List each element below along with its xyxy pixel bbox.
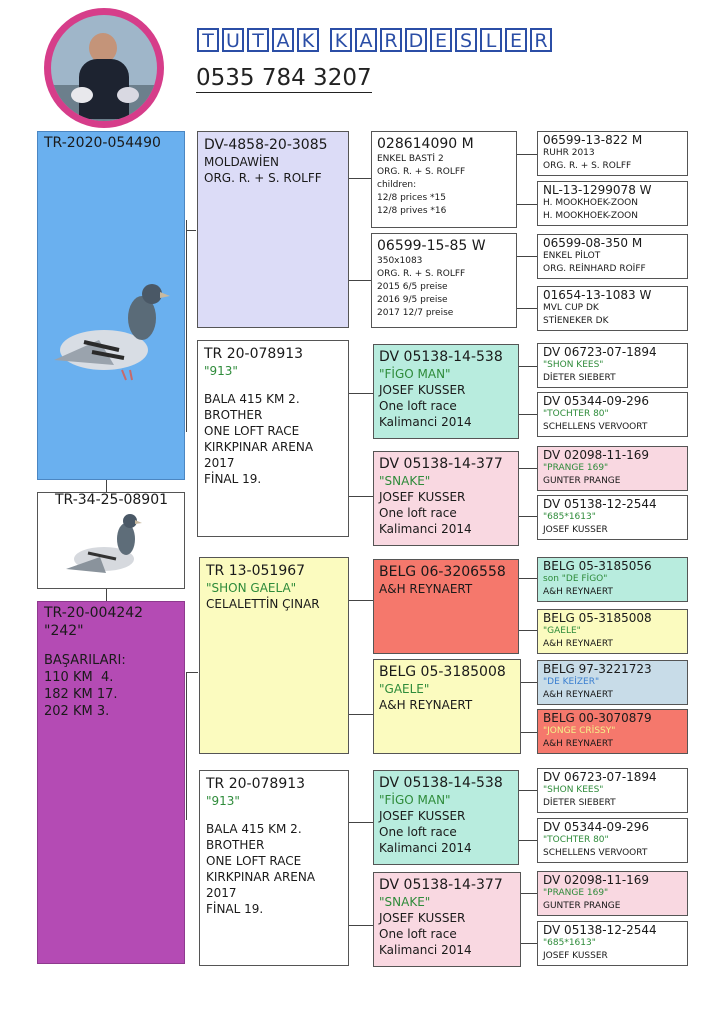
achievement-2: 182 KM 17. — [44, 687, 118, 702]
info-line: One loft race — [379, 825, 457, 839]
info-line: ORG. R. + S. ROLFF — [543, 161, 632, 171]
pigeon-photo — [44, 270, 174, 400]
info-line: Kalimanci 2014 — [379, 943, 472, 957]
pigeon-photo — [60, 507, 150, 587]
info-line: JOSEF KUSSER — [379, 809, 466, 823]
info-line: BALA 415 KM 2. — [206, 822, 302, 836]
ancestor-card[interactable] — [373, 559, 519, 654]
pigeon-name: "JONGE CRİSSY" — [543, 726, 616, 736]
ring-number: TR 20-078913 — [204, 346, 304, 362]
pigeon-name: "913" — [204, 364, 238, 378]
ancestor-card[interactable] — [537, 768, 688, 813]
owner: DİETER SIEBERT — [543, 798, 616, 808]
ring-number: 01654-13-1083 W — [543, 288, 652, 302]
achievement-1: 110 KM 4. — [44, 670, 114, 685]
ring-number: BELG 06-3206558 — [379, 564, 506, 580]
ring-number: DV 05138-14-538 — [379, 775, 503, 791]
info-line: MVL CUP DK — [543, 303, 599, 313]
info-line: 350x1083 — [377, 256, 423, 266]
pigeon-name: "913" — [206, 794, 240, 808]
info-line: ONE LOFT RACE — [206, 854, 302, 868]
info-line: H. MOOKHOEK-ZOON — [543, 198, 638, 208]
ancestor-card[interactable] — [537, 392, 688, 437]
info-line: KIRKPINAR ARENA — [206, 870, 316, 884]
pigeon-name: "SNAKE" — [379, 474, 431, 488]
info-line: children: — [377, 180, 417, 190]
ancestor-card[interactable] — [373, 344, 519, 439]
info-line: 2016 9/5 preise — [377, 295, 448, 305]
pigeon-name: "685*1613" — [543, 512, 596, 522]
ring-number: TR 20-078913 — [206, 776, 306, 792]
ancestor-card[interactable] — [537, 871, 688, 916]
ancestor-card[interactable] — [537, 660, 688, 705]
ring-number: 06599-13-822 M — [543, 133, 643, 147]
logo-photo — [51, 15, 157, 121]
ring-number: TR 13-051967 — [206, 563, 306, 579]
ring-number: DV 05138-12-2544 — [543, 497, 657, 511]
name-letter: K — [330, 28, 352, 52]
name-letter: T — [197, 28, 219, 52]
dam-dam-card[interactable] — [199, 770, 349, 966]
ring-number: 06599-08-350 M — [543, 236, 643, 250]
owner: GUNTER PRANGE — [543, 476, 621, 486]
ancestor-card[interactable] — [371, 233, 517, 328]
mother-name: "242" — [44, 623, 84, 639]
info-line: FİNAL 19. — [204, 472, 262, 486]
ancestor-card[interactable] — [537, 446, 688, 491]
phone-number: 0535 784 3207 — [196, 65, 372, 91]
name-letter: R — [380, 28, 402, 52]
info-line: 2017 — [204, 456, 235, 470]
mother-ring: TR-20-004242 — [44, 605, 144, 621]
pigeon-name: "TOCHTER 80" — [543, 409, 609, 419]
owner: SCHELLENS VERVOORT — [543, 422, 648, 432]
name-letter: R — [530, 28, 552, 52]
info-line: Kalimanci 2014 — [379, 522, 472, 536]
name-letter: S — [455, 28, 477, 52]
ring-number: BELG 97-3221723 — [543, 662, 652, 676]
ancestor-card[interactable] — [537, 181, 688, 226]
owner: A&H REYNAERT — [379, 582, 473, 596]
ancestor-card[interactable] — [537, 495, 688, 540]
info-line: One loft race — [379, 399, 457, 413]
name-letter: D — [405, 28, 427, 52]
info-line: 2017 12/7 preise — [377, 308, 454, 318]
pigeon-name: "685*1613" — [543, 938, 596, 948]
info-line: BROTHER — [204, 408, 263, 422]
info-line: KIRKPINAR ARENA — [204, 440, 314, 454]
info-line: BALA 415 KM 2. — [204, 392, 300, 406]
owner: DİETER SIEBERT — [543, 373, 616, 383]
owner: ORG. R. + S. ROLFF — [204, 171, 322, 185]
pigeon-name: "SHON GAELA" — [206, 581, 297, 595]
owner: A&H REYNAERT — [543, 739, 613, 749]
ancestor-card[interactable] — [537, 234, 688, 279]
name-letter: U — [222, 28, 244, 52]
pigeon-name: son "DE FİGO" — [543, 574, 608, 584]
ring-number: 06599-15-85 W — [377, 238, 486, 254]
owner: A&H REYNAERT — [379, 698, 473, 712]
info-line: ONE LOFT RACE — [204, 424, 300, 438]
ring-number: DV-4858-20-3085 — [204, 137, 328, 153]
info-line: RUHR 2013 — [543, 148, 595, 158]
name-letter: L — [480, 28, 502, 52]
owner: JOSEF KUSSER — [543, 951, 608, 961]
ring-number: DV 05138-12-2544 — [543, 923, 657, 937]
ancestor-card[interactable] — [537, 131, 688, 176]
father-card[interactable] — [37, 131, 185, 480]
ancestor-card[interactable] — [371, 131, 517, 228]
ring-number: DV 06723-07-1894 — [543, 770, 657, 784]
info-line: JOSEF KUSSER — [379, 490, 466, 504]
info-line: JOSEF KUSSER — [379, 383, 466, 397]
pigeon-name: MOLDAWİEN — [204, 155, 280, 169]
pigeon-name: "SHON KEES" — [543, 785, 604, 795]
info-line: ENKEL BASTİ 2 — [377, 154, 444, 164]
ring-number: BELG 05-3185056 — [543, 559, 652, 573]
pigeon-name: "GAELE" — [543, 626, 581, 636]
ancestor-card[interactable] — [373, 872, 521, 967]
ancestor-card[interactable] — [373, 659, 521, 754]
ring-number: DV 05138-14-538 — [379, 349, 503, 365]
pigeon-icon — [71, 87, 93, 103]
ring-number: NL-13-1299078 W — [543, 183, 652, 197]
ring-number: DV 05138-14-377 — [379, 877, 503, 893]
info-line: One loft race — [379, 927, 457, 941]
self-ring: TR-34-25-08901 — [52, 492, 171, 509]
info-line: JOSEF KUSSER — [379, 911, 466, 925]
info-line: H. MOOKHOEK-ZOON — [543, 211, 638, 221]
ancestor-card[interactable] — [537, 818, 688, 863]
owner: A&H REYNAERT — [543, 690, 613, 700]
sire-dam-card[interactable] — [197, 340, 349, 537]
pigeon-name: "GAELE" — [379, 682, 430, 696]
ring-number: BELG 05-3185008 — [379, 664, 506, 680]
sire-sire-card[interactable] — [197, 131, 349, 328]
pigeon-icon — [117, 87, 139, 103]
ring-number: 028614090 M — [377, 136, 474, 152]
pigeon-name: "TOCHTER 80" — [543, 835, 609, 845]
owner: JOSEF KUSSER — [543, 525, 608, 535]
pigeon-name: "FİGO MAN" — [379, 793, 451, 807]
achievements-title: BAŞARILARI: — [44, 653, 126, 668]
logo-badge — [44, 8, 164, 128]
owner: SCHELLENS VERVOORT — [543, 848, 648, 858]
pigeon-name: "DE KEİZER" — [543, 677, 600, 687]
father-ring: TR-2020-054490 — [44, 135, 161, 151]
pigeon-name: "PRANGE 169" — [543, 888, 609, 898]
info-line: 2017 — [206, 886, 237, 900]
info-line: One loft race — [379, 506, 457, 520]
self-card[interactable] — [37, 492, 185, 589]
info-line: 2015 6/5 preise — [377, 282, 448, 292]
info-line: STİENEKER DK — [543, 316, 609, 326]
ancestor-card[interactable] — [537, 709, 688, 754]
pigeon-name: "SHON KEES" — [543, 360, 604, 370]
ancestor-card[interactable] — [537, 286, 688, 331]
ancestor-card[interactable] — [537, 343, 688, 388]
info-line: Kalimanci 2014 — [379, 415, 472, 429]
pigeon-name: "PRANGE 169" — [543, 463, 609, 473]
ring-number: BELG 05-3185008 — [543, 611, 652, 625]
info-line: 12/8 prices *15 — [377, 193, 446, 203]
owner: A&H REYNAERT — [543, 639, 613, 649]
info-line: BROTHER — [206, 838, 265, 852]
info-line: ORG. R. + S. ROLFF — [377, 269, 466, 279]
ancestor-card[interactable] — [373, 770, 519, 865]
info-line: ENKEL PİLOT — [543, 251, 601, 261]
info-line: ORG. R. + S. ROLFF — [377, 167, 466, 177]
name-letter: E — [505, 28, 527, 52]
name-letter: K — [297, 28, 319, 52]
owner: GUNTER PRANGE — [543, 901, 621, 911]
owner: CELALETTİN ÇINAR — [206, 597, 320, 611]
ring-number: DV 05138-14-377 — [379, 456, 503, 472]
ring-number: DV 06723-07-1894 — [543, 345, 657, 359]
pigeon-name: "FİGO MAN" — [379, 367, 451, 381]
ring-number: BELG 00-3070879 — [543, 711, 652, 725]
ancestor-card[interactable] — [537, 609, 688, 654]
pigeon-name: "SNAKE" — [379, 895, 431, 909]
ring-number: DV 02098-11-169 — [543, 873, 650, 887]
name-letter: A — [355, 28, 377, 52]
ring-number: DV 05344-09-296 — [543, 820, 650, 834]
name-letter: E — [430, 28, 452, 52]
ancestor-card[interactable] — [537, 921, 688, 966]
info-line: FİNAL 19. — [206, 902, 264, 916]
owner: A&H REYNAERT — [543, 587, 613, 597]
info-line: Kalimanci 2014 — [379, 841, 472, 855]
mother-card[interactable] — [37, 601, 185, 964]
ring-number: DV 02098-11-169 — [543, 448, 650, 462]
achievement-3: 202 KM 3. — [44, 704, 110, 719]
ancestor-card[interactable] — [373, 451, 519, 546]
breeder-name — [197, 28, 555, 54]
name-letter: T — [247, 28, 269, 52]
info-line: 12/8 prives *16 — [377, 206, 447, 216]
name-letter: A — [272, 28, 294, 52]
info-line: ORG. REİNHARD ROİFF — [543, 264, 646, 274]
ancestor-card[interactable] — [537, 557, 688, 602]
dam-sire-card[interactable] — [199, 557, 349, 754]
ring-number: DV 05344-09-296 — [543, 394, 650, 408]
